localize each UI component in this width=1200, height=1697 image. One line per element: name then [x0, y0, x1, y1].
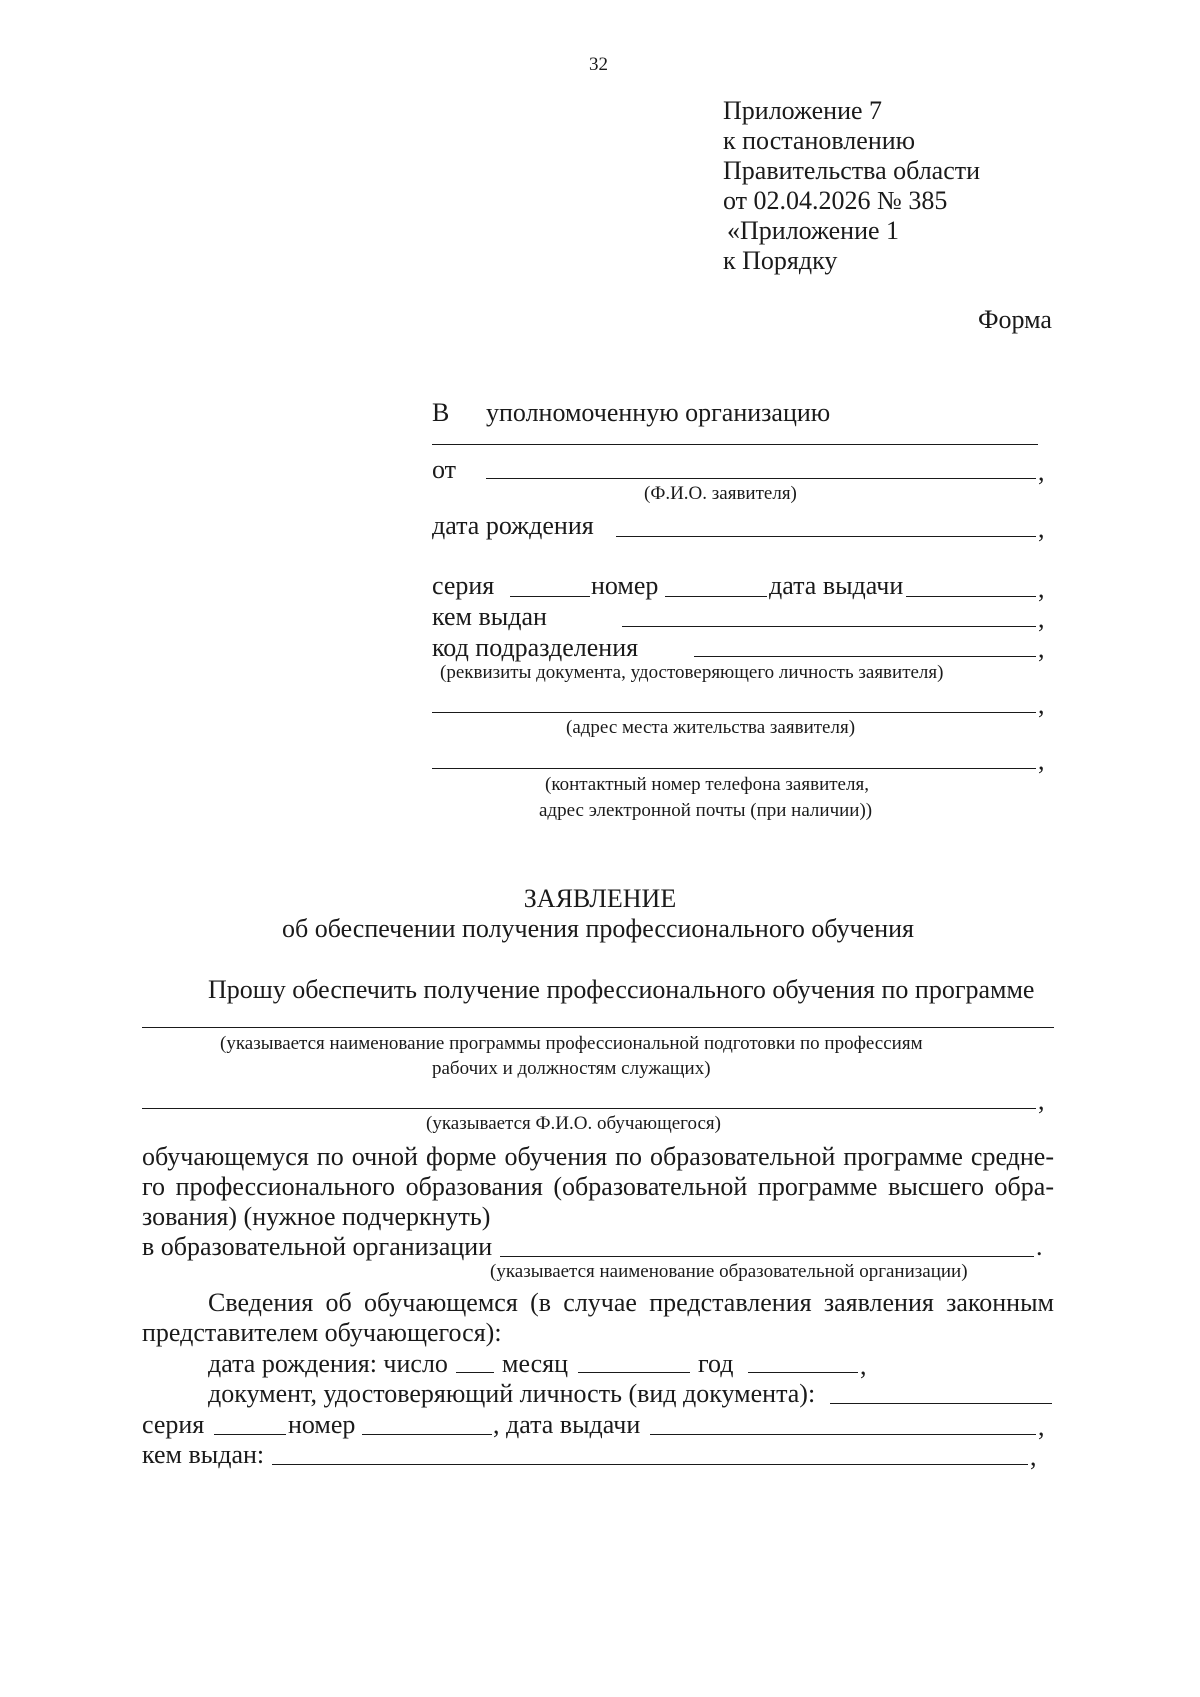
student-fio-field[interactable]	[142, 1108, 1036, 1109]
division-code-label: код подразделения	[432, 633, 639, 662]
issue-date-label: дата выдачи	[769, 571, 904, 600]
attachment-line-2: к постановлению	[723, 126, 916, 155]
comma: ,	[1038, 634, 1045, 663]
paragraph-line-2: го профессионального образования (образовательной программе высшего обра-	[142, 1172, 1054, 1201]
document-caption: (реквизиты документа, удостоверяющего личность заявителя)	[440, 662, 944, 683]
attachment-line-1: Приложение 7	[723, 96, 883, 125]
from-label: от	[432, 455, 457, 484]
comma: ,	[1038, 690, 1045, 719]
issued-by-field[interactable]	[622, 626, 1036, 627]
series-label: серия	[432, 571, 495, 600]
info-line-1: Сведения об обучающемся (в случае представления заявления законным	[208, 1288, 1054, 1317]
birth-date-field[interactable]	[616, 536, 1036, 537]
document-label: документ, удостоверяющий личность (вид документа):	[208, 1379, 816, 1408]
number-label: номер	[591, 571, 659, 600]
comma: ,	[1038, 457, 1045, 486]
program-caption-line-2: рабочих и должностям служащих)	[432, 1058, 711, 1079]
form-label: Форма	[978, 305, 1052, 334]
request-text: Прошу обеспечить получение профессионального обучения по программе	[208, 975, 1035, 1004]
paragraph-line-3: зования) (нужное подчеркнуть)	[142, 1202, 491, 1231]
comma: ,	[1038, 604, 1045, 633]
comma: ,	[1038, 746, 1045, 775]
address-caption: (адрес места жительства заявителя)	[566, 717, 856, 738]
student-number-label: номер	[288, 1410, 356, 1439]
period: .	[1036, 1232, 1043, 1261]
student-fio-caption: (указывается Ф.И.О. обучающегося)	[426, 1113, 721, 1134]
division-code-field[interactable]	[694, 656, 1036, 657]
student-number-field[interactable]	[362, 1434, 492, 1435]
attachment-line-3: Правительства области	[723, 156, 981, 185]
statement-subtitle: об обеспечении получения профессионального обучения	[282, 914, 914, 943]
addressee-prefix: В	[432, 398, 450, 427]
comma: ,	[1038, 574, 1045, 603]
attachment-line-4: от 02.04.2026 № 385	[723, 186, 948, 215]
org-label: в образовательной организации	[142, 1232, 493, 1261]
attachment-line-6: к Порядку	[723, 246, 838, 275]
fio-caption: (Ф.И.О. заявителя)	[644, 483, 797, 504]
student-issue-date-label: , дата выдачи	[493, 1410, 641, 1439]
birth-day-field[interactable]	[456, 1372, 494, 1373]
contact-caption-line-1: (контактный номер телефона заявителя,	[545, 774, 869, 795]
student-series-label: серия	[142, 1410, 205, 1439]
month-label: месяц	[502, 1349, 569, 1378]
document-type-field[interactable]	[830, 1403, 1052, 1404]
student-birth-date-label: дата рождения: число	[208, 1349, 448, 1378]
issue-date-field[interactable]	[906, 596, 1036, 597]
statement-title: ЗАЯВЛЕНИЕ	[523, 884, 677, 913]
addressee-organization: уполномоченную организацию	[486, 398, 831, 427]
student-issue-date-field[interactable]	[650, 1434, 1036, 1435]
birth-year-field[interactable]	[748, 1372, 858, 1373]
comma: ,	[1038, 1412, 1045, 1441]
comma: ,	[860, 1351, 867, 1380]
org-caption: (указывается наименование образовательной организации)	[490, 1261, 968, 1282]
address-field[interactable]	[432, 712, 1036, 713]
issued-by-label: кем выдан	[432, 602, 547, 631]
student-issued-by-field[interactable]	[272, 1464, 1028, 1465]
comma: ,	[1030, 1442, 1037, 1471]
program-caption-line-1: (указывается наименование программы профессиональной подготовки по профессиям	[220, 1033, 923, 1054]
program-name-field[interactable]	[142, 1027, 1054, 1028]
info-line-2: представителем обучающегося):	[142, 1318, 502, 1347]
educational-org-field[interactable]	[500, 1256, 1034, 1257]
paragraph-line-1: обучающемуся по очной форме обучения по образовательной программе средне-	[142, 1142, 1054, 1171]
year-label: год	[698, 1349, 734, 1378]
comma: ,	[1038, 514, 1045, 543]
student-series-field[interactable]	[214, 1434, 286, 1435]
birth-date-label: дата рождения	[432, 511, 594, 540]
contact-field[interactable]	[432, 768, 1036, 769]
attachment-line-5: «Приложение 1	[727, 216, 900, 245]
page-number: 32	[589, 54, 608, 75]
organization-name-field[interactable]	[432, 444, 1038, 445]
student-issued-by-label: кем выдан:	[142, 1440, 265, 1469]
comma: ,	[1038, 1086, 1045, 1115]
contact-caption-line-2: адрес электронной почты (при наличии))	[539, 800, 873, 821]
series-field[interactable]	[510, 596, 590, 597]
applicant-fio-field[interactable]	[486, 478, 1036, 479]
number-field[interactable]	[665, 596, 767, 597]
birth-month-field[interactable]	[578, 1372, 690, 1373]
